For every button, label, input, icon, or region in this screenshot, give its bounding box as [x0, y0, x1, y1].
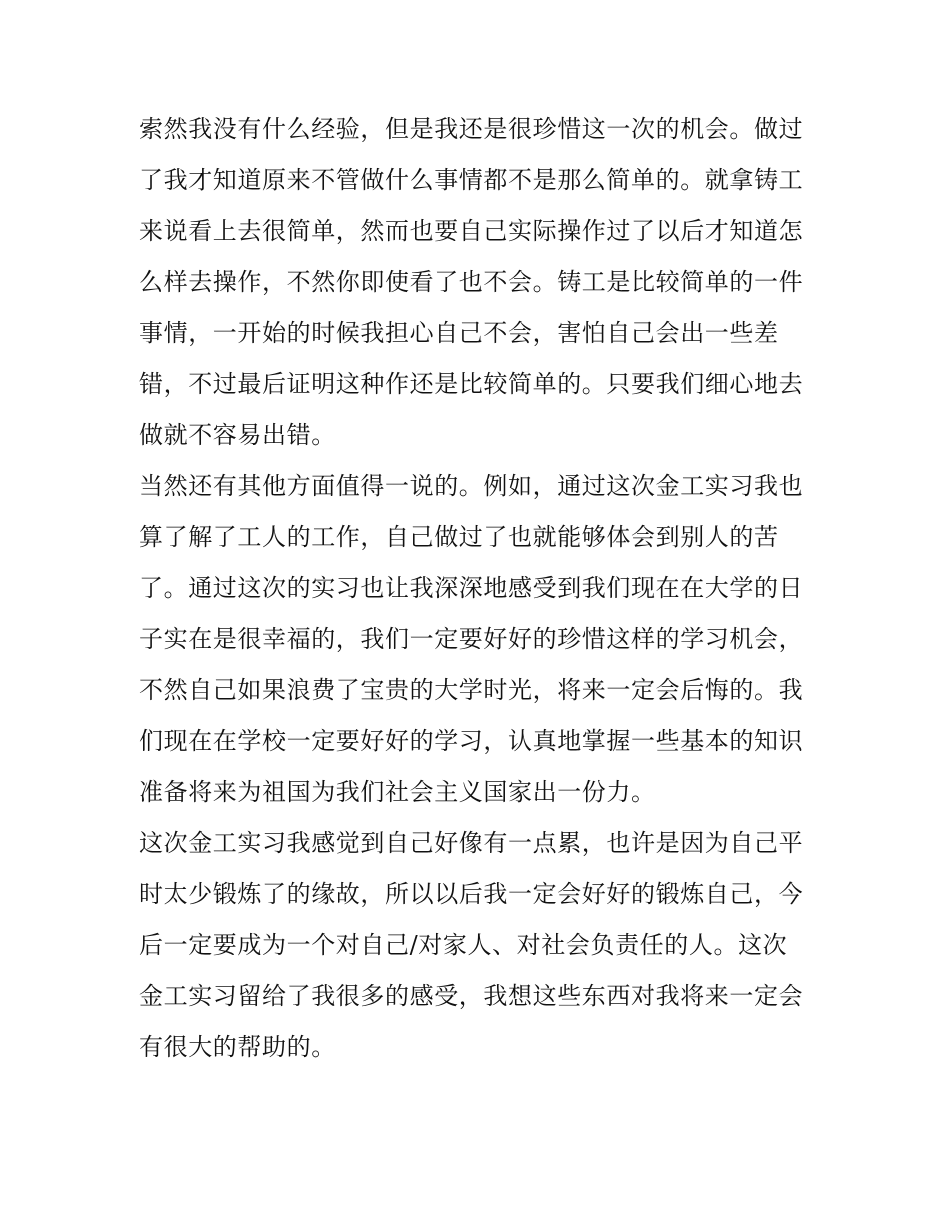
paragraph-3 [139, 818, 829, 1073]
text-line: 们现在在学校一定要好好的学习，认真地掌握一些基本的知识 [139, 727, 804, 755]
text-line: 事情，一开始的时候我担心自己不会，害怕自己会出一些差 [139, 319, 779, 347]
paragraph-2 [139, 461, 829, 818]
text-line: 当然还有其他方面值得一说的。例如，通过这次金工实习我也 [139, 472, 804, 500]
text-line: 准备将来为祖国为我们社会主义国家出一份力。 [139, 778, 656, 806]
text-line: 子实在是很幸福的，我们一定要好好的珍惜这样的学习机会， [139, 625, 804, 653]
text-line: 算了解了工人的工作，自己做过了也就能够体会到别人的苦 [139, 523, 779, 551]
text-line: 么样去操作，不然你即使看了也不会。铸工是比较简单的一件 [139, 268, 804, 296]
text-line: 有很大的帮助的。 [139, 1033, 336, 1061]
text-line: 来说看上去很简单，然而也要自己实际操作过了以后才知道怎 [139, 217, 804, 245]
text-line: 做就不容易出错。 [139, 421, 336, 449]
text-line: 错，不过最后证明这种作还是比较简单的。只要我们细心地去 [139, 370, 804, 398]
text-line: 不然自己如果浪费了宝贵的大学时光，将来一定会后悔的。我 [139, 676, 804, 704]
text-line: 时太少锻炼了的缘故，所以以后我一定会好好的锻炼自己，今 [139, 880, 804, 908]
paragraph-1 [139, 104, 829, 461]
text-line: 了我才知道原来不管做什么事情都不是那么简单的。就拿铸工 [139, 166, 804, 194]
document-body [139, 104, 829, 1073]
text-line: 金工实习留给了我很多的感受，我想这些东西对我将来一定会 [139, 982, 804, 1010]
text-line: 这次金工实习我感觉到自己好像有一点累，也许是因为自己平 [139, 829, 804, 857]
text-line: 后一定要成为一个对自己/对家人、对社会负责任的人。这次 [139, 931, 788, 959]
text-line: 了。通过这次的实习也让我深深地感受到我们现在在大学的日 [139, 574, 804, 602]
text-line: 索然我没有什么经验，但是我还是很珍惜这一次的机会。做过 [139, 115, 804, 143]
